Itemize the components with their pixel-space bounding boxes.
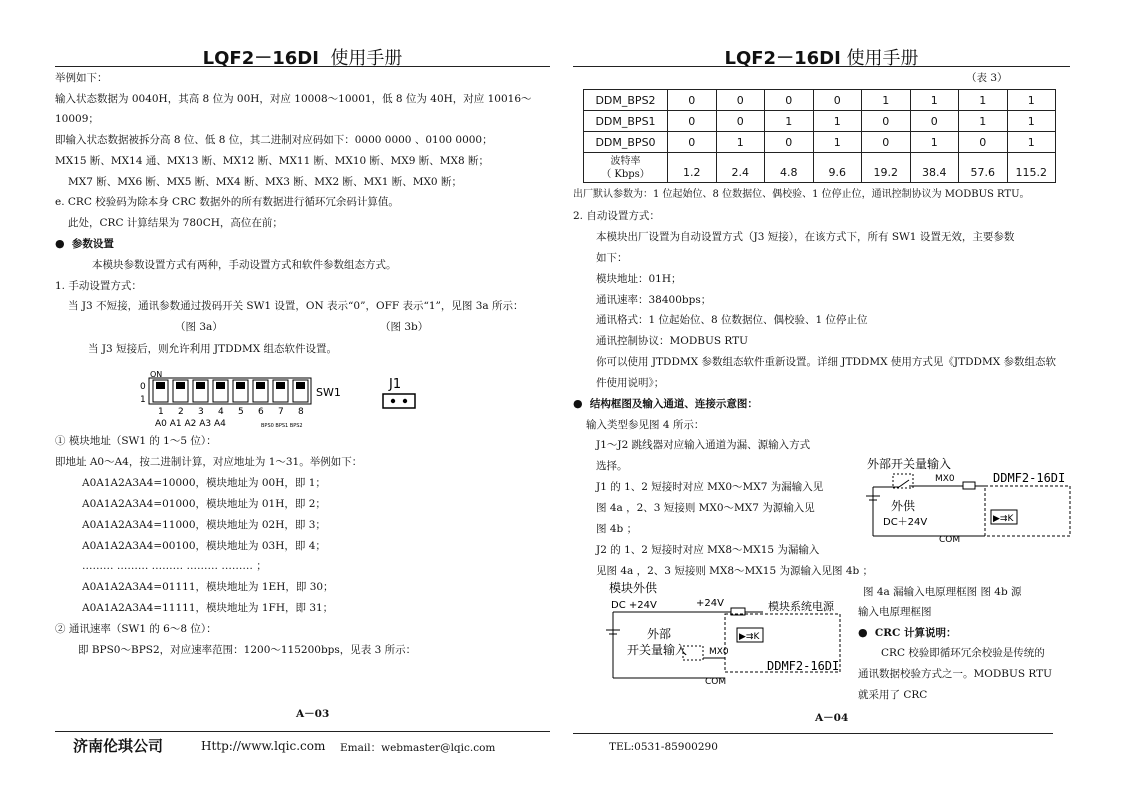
manual-desc: 当 J3 不短接，通讯参数通过拨码开关 SW1 设置，ON 表示“0”，OFF 表示“1”，见图 3a 所示： (68, 300, 524, 312)
text-line: 举例如下： (55, 72, 108, 84)
ext-input-label: 外部开关量输入 (867, 457, 952, 471)
footer-company-logo: 济南伦琪公司 (73, 737, 164, 755)
text-line: MX7 断、MX6 断、MX5 断、MX4 断、MX3 断、MX2 断、MX1 断、MX0 断； (68, 176, 462, 188)
row-label: DDM_BPS1 (584, 111, 668, 132)
auto-param: 通讯控制协议：MODBUS RTU (596, 335, 748, 347)
jumper-line: J2 的 1、2 短接时对应 MX8～MX15 为漏输入 (596, 544, 820, 556)
addr-example: ……… ……… ……… ……… ……… ； (82, 560, 267, 572)
rate-label-line: 波特率 (610, 155, 641, 167)
table-cell: 1 (862, 90, 911, 111)
table-cell: 0 (668, 90, 717, 111)
table-cell: 1 (813, 111, 862, 132)
section-heading-struct: ● 结构框图及输入通道、连接示意图： (573, 397, 758, 410)
software-note: 件使用说明》； (596, 377, 665, 389)
optocoupler-icon: ▶⇉K (739, 632, 760, 642)
jumper-line: 图 4a ，2、3 短接则 MX0～MX7 为源输入见 (596, 502, 815, 514)
jumper-line: J1～J2 跳线器对应输入通道为漏、源输入方式 (596, 439, 811, 451)
rate-cell: 57.6 (959, 153, 1008, 183)
rate-cell: 38.4 (910, 153, 959, 183)
addr-desc: 即地址 A0～A4，按二进制计算，对应地址为 1～31。举例如下： (55, 456, 363, 468)
dip-bps-labels: BPS0 BPS1 BPS2 (261, 423, 303, 429)
optocoupler-icon: ▶⇉K (993, 514, 1014, 524)
table-cell: 0 (959, 132, 1008, 153)
addr-example: A0A1A2A3A4=11000，模块地址为 02H，即 3； (82, 519, 326, 531)
text-line: 即输入状态数据被拆分高 8 位、低 8 位，其二进制对应码如下：0000 0000 、0100 0000； (55, 134, 493, 146)
ext-label-1: 外部 (647, 627, 672, 641)
table-cell: 0 (862, 111, 911, 132)
dip-one-label: 1 (140, 395, 146, 405)
dip-numbers (158, 407, 304, 417)
svg-text:6: 6 (258, 407, 264, 417)
section-heading-param: ● 参数设置 (55, 237, 114, 250)
svg-text:1: 1 (158, 407, 164, 417)
j1-text: J1 (389, 377, 402, 392)
table-cell: 1 (959, 90, 1008, 111)
param-intro: 本模块参数设置方式有两种，手动设置方式和软件参数组态方式。 (92, 259, 397, 271)
dip-zero-label: 0 (140, 382, 146, 392)
struct-intro: 输入类型参见图 4 所示： (586, 419, 705, 431)
fig3b-caption: （图 3b） (380, 321, 429, 333)
table-cell: 1 (1007, 90, 1056, 111)
addr-example: A0A1A2A3A4=01000，模块地址为 01H，即 2； (82, 498, 326, 510)
fig4-caption: 输入电原理框图 (858, 606, 932, 618)
module-label: DDMF2-16DI (993, 471, 1066, 485)
rate-row-label (584, 153, 668, 183)
footer-url[interactable]: Http://www.lqic.com (201, 739, 326, 753)
default-params: 出厂默认参数为：1 位起始位、8 位数据位、偶校验、1 位停止位，通讯控制协议为 MODBUS RTU。 (573, 189, 1030, 200)
table-cell: 1 (765, 111, 814, 132)
table-cell: 0 (668, 111, 717, 132)
table-cell: 0 (765, 90, 814, 111)
fig4-caption: 图 4a 漏输入电原理框图 图 4b 源 (863, 586, 1022, 598)
right-page (573, 0, 1070, 793)
addr-example: A0A1A2A3A4=00100，模块地址为 03H，即 4； (82, 540, 326, 552)
auto-desc: 本模块出厂设置为自动设置方式（J3 短接），在该方式下，所有 SW1 设置无效，主要参数 (596, 231, 1015, 243)
table-cell: 1 (1007, 132, 1056, 153)
table-cell: 0 (862, 132, 911, 153)
rate-cell: 19.2 (862, 153, 911, 183)
page-title: LQF2－16DI 使用手册 (202, 48, 403, 69)
header-rule (573, 66, 1070, 67)
footer-tel: TEL:0531-85900290 (609, 741, 718, 753)
header-rule (55, 66, 550, 67)
footer-rule (573, 733, 1053, 734)
text-line: 输入状态数据为 0040H，其高 8 位为 00H，对应 10008～10001，低 8 位为 40H，对应 10016～ (55, 93, 532, 105)
table-cell: 1 (813, 132, 862, 153)
svg-text:5: 5 (238, 407, 244, 417)
supply-title: 模块外供 (609, 581, 658, 595)
table-cell: 1 (910, 90, 959, 111)
svg-text:2: 2 (178, 407, 184, 417)
crc-line: 通讯数据校验方式之一。MODBUS RTU (858, 668, 1052, 680)
rate-cell: 4.8 (765, 153, 814, 183)
dc-label: DC＋24V (883, 517, 928, 528)
software-note: 你可以使用 JTDDMX 参数组态软件重新设置。详细 JTDDMX 使用方式见《JTDDMX 参数组态软 (596, 356, 1057, 368)
plus24-label: +24V (696, 598, 724, 609)
dip-on-label: ON (150, 370, 163, 379)
footer-rule (55, 731, 550, 732)
table-row (584, 132, 1056, 153)
table-cell: 0 (813, 90, 862, 111)
table-cell: 1 (910, 132, 959, 153)
row-label: DDM_BPS2 (584, 90, 668, 111)
table-cell: 0 (668, 132, 717, 153)
dip-address-labels: A0 A1 A2 A3 A4 (155, 419, 226, 429)
jumper-line: 见图 4a ，2、3 短接则 MX8～MX15 为源输入见图 4b ； (596, 565, 874, 577)
svg-text:4: 4 (218, 407, 224, 417)
row-label: DDM_BPS0 (584, 132, 668, 153)
table-row (584, 111, 1056, 132)
table-row (584, 90, 1056, 111)
rate-cell: 9.6 (813, 153, 862, 183)
power-label: 模块系统电源 (768, 600, 834, 613)
diagram-4a (603, 578, 853, 690)
table-cell: 1 (959, 111, 1008, 132)
addr-example: A0A1A2A3A4=10000，模块地址为 00H，即 1； (82, 477, 326, 489)
manual-heading: 1. 手动设置方式： (55, 280, 142, 292)
text-line: MX15 断、MX14 通、MX13 断、MX12 断、MX11 断、MX10 断、MX9 断、MX8 断； (55, 155, 490, 167)
text-line: 此处，CRC 计算结果为 780CH，高位在前； (68, 217, 283, 229)
svg-text:3: 3 (198, 407, 204, 417)
text-line: 10009； (55, 113, 99, 125)
rate-cell: 1.2 (668, 153, 717, 183)
dip-switches (153, 380, 308, 402)
auto-param: 通讯速率：38400bps； (596, 294, 712, 306)
mx0-label: MX0 (935, 474, 955, 484)
jumper-line: 选择。 (596, 460, 628, 472)
text-line: e. CRC 校验码为除本身 CRC 数据外的所有数据进行循环冗余码计算值。 (55, 196, 399, 208)
rate-desc: 即 BPS0～BPS2，对应速率范围：1200～115200bps，见表 3 所示： (78, 644, 417, 656)
jumper-j1 (380, 374, 420, 414)
dc-label: DC +24V (611, 600, 657, 611)
crc-heading: ● CRC 计算说明： (858, 626, 957, 639)
rate-cell: 2.4 (716, 153, 765, 183)
table-cell: 1 (716, 132, 765, 153)
page-number: A－03 (296, 708, 330, 720)
jumper-line: 图 4b ； (596, 523, 638, 535)
crc-line: 就采用了 CRC (858, 689, 928, 701)
mx0-label: MX0 (709, 647, 729, 657)
supply-label: 外供 (891, 499, 916, 513)
page-number: A－04 (815, 712, 849, 724)
svg-text:7: 7 (278, 407, 284, 417)
table-cell: 0 (765, 132, 814, 153)
module-label: DDMF2-16DI (767, 659, 840, 673)
auto-param: 模块地址：01H； (596, 273, 682, 285)
crc-line: CRC 校验即循环冗余校验是传统的 (881, 647, 1045, 659)
table-caption: （表 3） (966, 72, 1008, 84)
left-page (55, 0, 550, 793)
sw1-label: SW1 (316, 386, 341, 399)
fig3a-caption: （图 3a） (175, 321, 223, 333)
addr-example: A0A1A2A3A4=11111，模块地址为 1FH，即 31； (82, 602, 334, 614)
table-cell: 0 (716, 90, 765, 111)
page-title: LQF2－16DI 使用手册 (724, 48, 919, 69)
baud-rate-table (583, 89, 1056, 183)
rate-heading: ② 通讯速率（SW1 的 6～8 位）： (55, 623, 217, 635)
table-cell: 0 (910, 111, 959, 132)
rate-label-line: （ Kbps） (601, 168, 650, 180)
addr-example: A0A1A2A3A4=01111，模块地址为 1EH，即 30； (82, 581, 334, 593)
j3-short-note: 当 J3 短接后，则允许利用 JTDDMX 组态软件设置。 (88, 343, 338, 355)
footer-email[interactable]: Email：webmaster@lqic.com (340, 742, 496, 754)
jumper-line: J1 的 1、2 短接时对应 MX0～MX7 为漏输入见 (596, 481, 824, 493)
svg-text:8: 8 (298, 407, 304, 417)
table-cell: 0 (716, 111, 765, 132)
table-row-rate (584, 153, 1056, 183)
ext-label-2: 开关量输入 (627, 643, 688, 657)
auto-param: 通讯格式：1 位起始位、8 位数据位、偶校验、1 位停止位 (596, 314, 868, 326)
diagram-4b (863, 452, 1075, 548)
com-label: COM (939, 535, 961, 545)
addr-heading: ① 模块地址（SW1 的 1～5 位）： (55, 435, 217, 447)
table-cell: 1 (1007, 111, 1056, 132)
auto-heading: 2. 自动设置方式： (573, 210, 660, 222)
auto-desc: 如下： (596, 252, 628, 264)
rate-cell: 115.2 (1007, 153, 1056, 183)
com-label: COM (705, 677, 727, 687)
